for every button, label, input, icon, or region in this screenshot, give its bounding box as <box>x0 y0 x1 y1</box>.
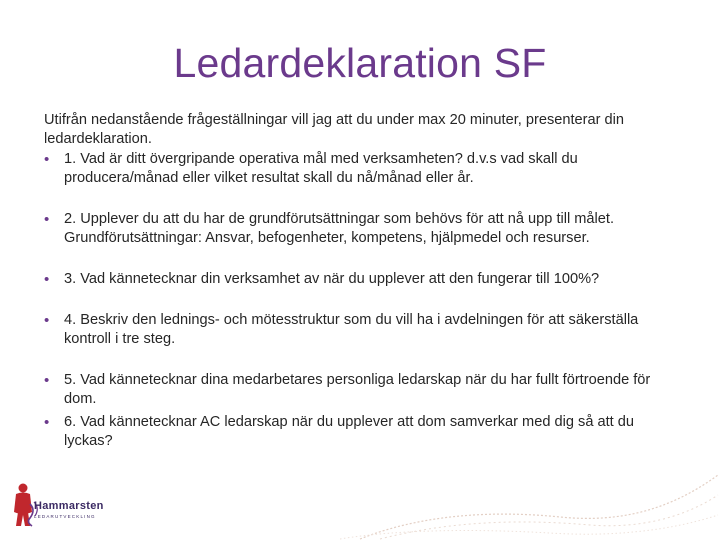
logo-tagline: LEDARUTVECKLING <box>34 514 96 519</box>
list-item <box>44 270 684 289</box>
list-item <box>44 150 684 188</box>
logo-name: Hammarsten <box>34 500 104 512</box>
bullet-icon: • <box>44 372 50 389</box>
list-item-text: 1. Vad är ditt övergripande operativa mål med verksamheten? d.v.s vad skall du producera/månad eller vilket resultat skall du nå/månad eller år. <box>64 151 578 186</box>
bullet-icon: • <box>44 312 50 329</box>
bullet-icon: • <box>44 271 50 288</box>
decorative-swoosh <box>340 455 720 540</box>
list-item-text: 5. Vad kännetecknar dina medarbetares personliga ledarskap när du har fullt förtroende för dom. <box>64 372 651 407</box>
bullet-icon: • <box>44 211 50 228</box>
list-item-text: 4. Beskriv den lednings- och mötesstruktur som du vill ha i avdelningen för att säkerställa kontroll i tre steg. <box>64 312 639 347</box>
question-list <box>44 150 684 451</box>
bullet-icon: • <box>44 151 50 168</box>
list-item <box>44 413 684 451</box>
list-item <box>44 371 684 409</box>
list-item-text: 6. Vad kännetecknar AC ledarskap när du upplever att dom samverkar med dig så att du lyckas? <box>64 414 635 449</box>
list-item <box>44 210 684 248</box>
intro-text: Utifrån nedanstående frågeställningar vill jag att du under max 20 minuter, presenterar din ledardeklaration. <box>44 112 625 147</box>
list-item <box>44 311 684 349</box>
list-item-text: 2. Upplever du att du har de grundförutsättningar som behövs för att nå upp till målet. Grundförutsättningar: Ansvar, befogenheter, kompetens, hjälpmedel och resurser. <box>64 211 615 246</box>
slide-title: Ledardeklaration SF <box>173 40 547 86</box>
list-item-text: 3. Vad kännetecknar din verksamhet av när du upplever att den fungerar till 100%? <box>64 271 600 287</box>
bullet-icon: • <box>44 414 50 431</box>
